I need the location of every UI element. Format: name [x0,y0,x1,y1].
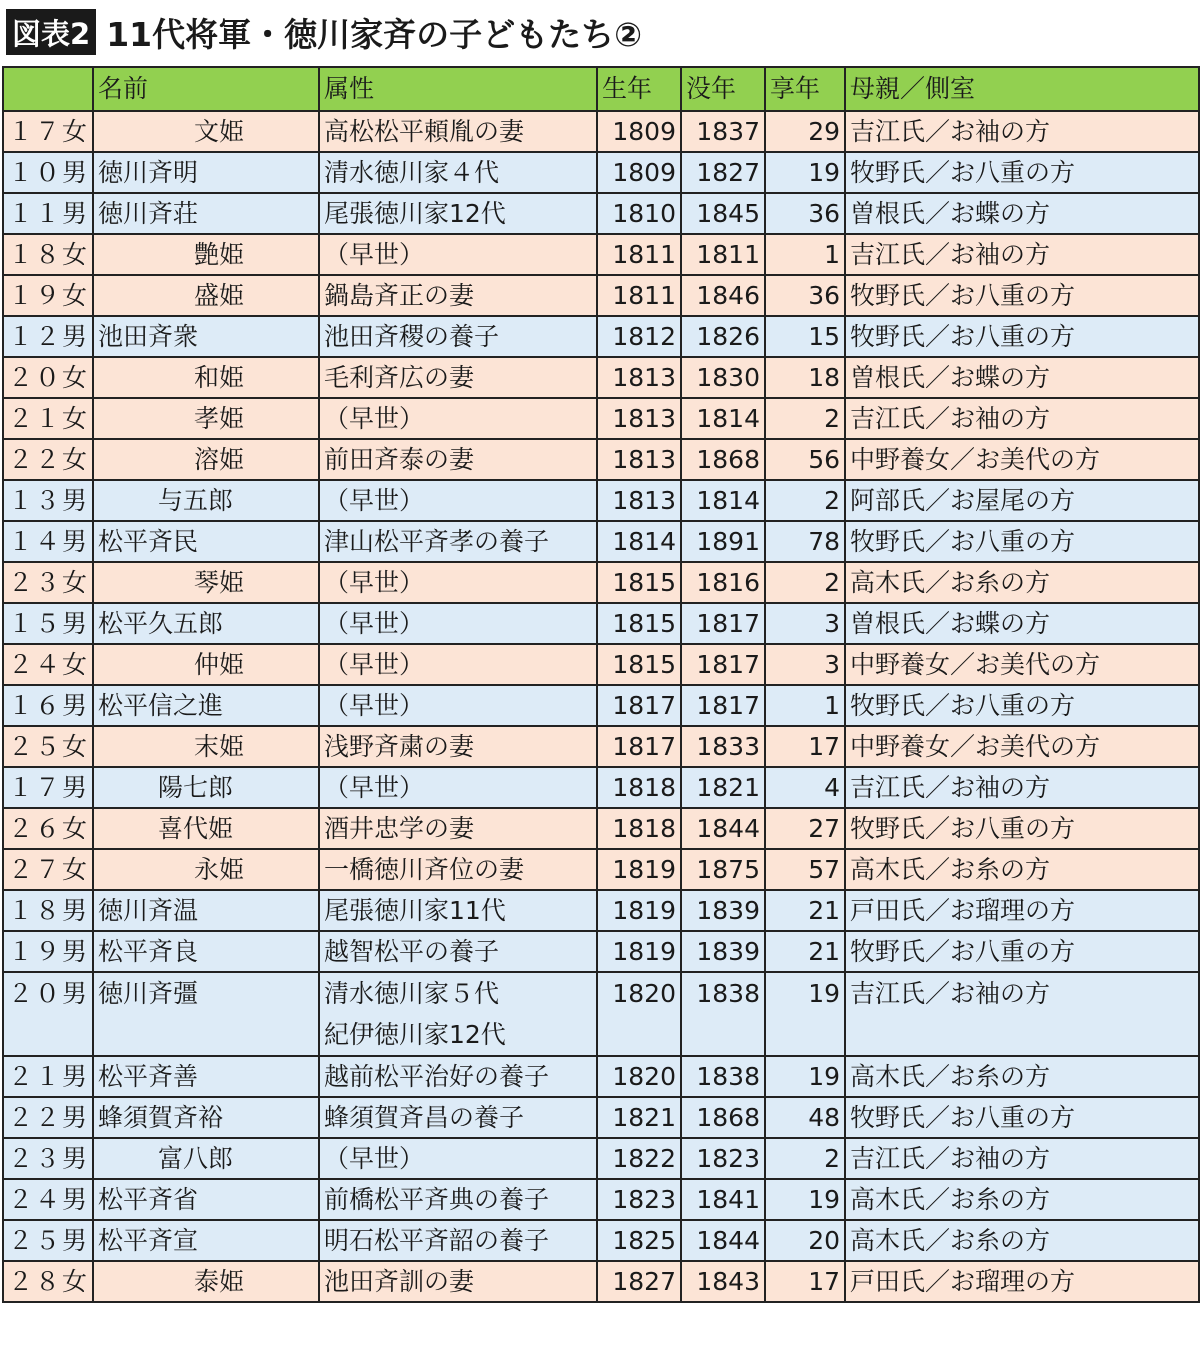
death-year-cell: 1823 [681,1138,765,1179]
mother-cell: 曽根氏／お蝶の方 [845,357,1199,398]
birth-year-cell: 1825 [597,1220,681,1261]
child-name-cell: 松平久五郎 [93,603,319,644]
age-at-death-cell: 2 [765,562,845,603]
table-header-row [3,67,1199,111]
table-row [3,480,1199,521]
child-number-cell: ２５女 [3,726,93,767]
birth-year-cell: 1817 [597,726,681,767]
age-at-death-cell: 2 [765,1138,845,1179]
birth-year-cell: 1818 [597,767,681,808]
mother-cell: 中野養女／お美代の方 [845,726,1199,767]
child-number-cell: ２０女 [3,357,93,398]
attribute-line: 前田斉泰の妻 [324,445,475,474]
age-at-death-cell: 17 [765,726,845,767]
table-row [3,808,1199,849]
table-row [3,685,1199,726]
death-year-cell: 1838 [681,1056,765,1097]
table-row [3,890,1199,931]
age-at-death-cell: 48 [765,1097,845,1138]
mother-cell: 曽根氏／お蝶の方 [845,603,1199,644]
attribute-line: 前橋松平斉典の養子 [324,1185,550,1214]
birth-year-cell: 1810 [597,193,681,234]
child-name-cell: 徳川斉明 [93,152,319,193]
death-year-cell: 1868 [681,439,765,480]
death-year-cell: 1814 [681,398,765,439]
age-at-death-cell: 56 [765,439,845,480]
age-at-death-cell: 36 [765,193,845,234]
attribute-cell [319,357,597,398]
child-number-cell: １８女 [3,234,93,275]
death-year-cell: 1837 [681,111,765,152]
table-row [3,849,1199,890]
mother-cell: 高木氏／お糸の方 [845,1056,1199,1097]
child-number-cell: ２５男 [3,1220,93,1261]
header-birth-year: 生年 [597,67,681,111]
child-number-cell: １４男 [3,521,93,562]
attribute-cell [319,275,597,316]
child-name-cell: 池田斉衆 [93,316,319,357]
attribute-cell [319,316,597,357]
age-at-death-cell: 1 [765,234,845,275]
child-name-cell: 盛姫 [93,275,319,316]
attribute-cell [319,562,597,603]
mother-cell: 中野養女／お美代の方 [845,439,1199,480]
death-year-cell: 1839 [681,890,765,931]
mother-cell: 高木氏／お糸の方 [845,562,1199,603]
birth-year-cell: 1819 [597,849,681,890]
header-death-year: 没年 [681,67,765,111]
header-mother: 母親／側室 [845,67,1199,111]
attribute-cell [319,767,597,808]
table-row [3,767,1199,808]
child-name-cell: 孝姫 [93,398,319,439]
attribute-line: 津山松平斉孝の養子 [324,527,550,556]
child-number-cell: １２男 [3,316,93,357]
table-row [3,931,1199,972]
children-table [2,66,1200,1303]
attribute-line: 一橋徳川斉位の妻 [324,855,525,884]
child-number-cell: １０男 [3,152,93,193]
header-no [3,67,93,111]
child-number-cell: ２３女 [3,562,93,603]
mother-cell: 吉江氏／お袖の方 [845,1138,1199,1179]
age-at-death-cell: 2 [765,480,845,521]
table-row [3,644,1199,685]
attribute-cell [319,1056,597,1097]
mother-cell: 牧野氏／お八重の方 [845,1097,1199,1138]
attribute-line: 浅野斉粛の妻 [324,732,475,761]
birth-year-cell: 1827 [597,1261,681,1302]
death-year-cell: 1839 [681,931,765,972]
death-year-cell: 1821 [681,767,765,808]
age-at-death-cell: 57 [765,849,845,890]
attribute-line: （早世） [324,1144,425,1173]
attribute-cell [319,685,597,726]
attribute-line: 清水徳川家４代 [324,158,500,187]
attribute-cell [319,152,597,193]
table-row [3,1220,1199,1261]
attribute-line: 鍋島斉正の妻 [324,281,475,310]
child-name-cell: 喜代姫 [93,808,319,849]
birth-year-cell: 1822 [597,1138,681,1179]
attribute-line: （早世） [324,404,425,433]
attribute-cell [319,1097,597,1138]
child-number-cell: ２７女 [3,849,93,890]
table-row [3,357,1199,398]
attribute-line: 越智松平の養子 [324,937,500,966]
death-year-cell: 1817 [681,603,765,644]
age-at-death-cell: 27 [765,808,845,849]
birth-year-cell: 1819 [597,931,681,972]
attribute-cell [319,1179,597,1220]
child-number-cell: １９女 [3,275,93,316]
attribute-line: （早世） [324,568,425,597]
table-row [3,234,1199,275]
child-number-cell: １６男 [3,685,93,726]
attribute-line: 清水徳川家５代 [324,979,500,1008]
attribute-cell [319,1220,597,1261]
mother-cell: 吉江氏／お袖の方 [845,972,1199,1056]
child-name-cell: 与五郎 [93,480,319,521]
mother-cell: 阿部氏／お屋尾の方 [845,480,1199,521]
child-name-cell: 松平斉善 [93,1056,319,1097]
mother-cell: 曽根氏／お蝶の方 [845,193,1199,234]
child-number-cell: ２１男 [3,1056,93,1097]
child-name-cell: 松平斉省 [93,1179,319,1220]
birth-year-cell: 1823 [597,1179,681,1220]
mother-cell: 高木氏／お糸の方 [845,849,1199,890]
child-name-cell: 松平斉宣 [93,1220,319,1261]
attribute-cell [319,111,597,152]
death-year-cell: 1816 [681,562,765,603]
attribute-line: （早世） [324,486,425,515]
child-name-cell: 永姫 [93,849,319,890]
birth-year-cell: 1813 [597,398,681,439]
birth-year-cell: 1809 [597,111,681,152]
mother-cell: 吉江氏／お袖の方 [845,234,1199,275]
age-at-death-cell: 36 [765,275,845,316]
attribute-line: 明石松平斉韶の養子 [324,1226,550,1255]
child-name-cell: 蜂須賀斉裕 [93,1097,319,1138]
child-number-cell: １９男 [3,931,93,972]
attribute-cell [319,1138,597,1179]
birth-year-cell: 1813 [597,480,681,521]
child-number-cell: １１男 [3,193,93,234]
birth-year-cell: 1809 [597,152,681,193]
attribute-line: 池田斉稷の養子 [324,322,500,351]
table-row [3,521,1199,562]
child-name-cell: 徳川斉温 [93,890,319,931]
child-number-cell: １８男 [3,890,93,931]
age-at-death-cell: 2 [765,398,845,439]
death-year-cell: 1817 [681,685,765,726]
table-row [3,316,1199,357]
age-at-death-cell: 3 [765,603,845,644]
child-name-cell: 艶姫 [93,234,319,275]
header-name: 名前 [93,67,319,111]
table-row [3,439,1199,480]
death-year-cell: 1868 [681,1097,765,1138]
figure-badge: 図表2 [6,9,96,55]
attribute-cell [319,1261,597,1302]
death-year-cell: 1827 [681,152,765,193]
attribute-line: 越前松平治好の養子 [324,1062,550,1091]
death-year-cell: 1838 [681,972,765,1056]
table-row [3,193,1199,234]
child-name-cell: 琴姫 [93,562,319,603]
death-year-cell: 1833 [681,726,765,767]
attribute-cell [319,644,597,685]
attribute-line: 紀伊徳川家12代 [324,1020,506,1049]
birth-year-cell: 1818 [597,808,681,849]
age-at-death-cell: 3 [765,644,845,685]
child-number-cell: １７男 [3,767,93,808]
attribute-cell [319,521,597,562]
child-name-cell: 松平信之進 [93,685,319,726]
attribute-cell [319,849,597,890]
mother-cell: 牧野氏／お八重の方 [845,152,1199,193]
mother-cell: 牧野氏／お八重の方 [845,808,1199,849]
death-year-cell: 1875 [681,849,765,890]
mother-cell: 吉江氏／お袖の方 [845,767,1199,808]
age-at-death-cell: 17 [765,1261,845,1302]
attribute-line: （早世） [324,240,425,269]
table-row [3,1261,1199,1302]
child-number-cell: ２０男 [3,972,93,1056]
child-number-cell: １５男 [3,603,93,644]
attribute-cell [319,808,597,849]
birth-year-cell: 1819 [597,890,681,931]
death-year-cell: 1844 [681,808,765,849]
mother-cell: 中野養女／お美代の方 [845,644,1199,685]
attribute-cell [319,726,597,767]
birth-year-cell: 1820 [597,972,681,1056]
birth-year-cell: 1815 [597,562,681,603]
table-row [3,972,1199,1056]
death-year-cell: 1843 [681,1261,765,1302]
birth-year-cell: 1813 [597,357,681,398]
death-year-cell: 1826 [681,316,765,357]
attribute-line: 尾張徳川家11代 [324,896,506,925]
mother-cell: 牧野氏／お八重の方 [845,931,1199,972]
age-at-death-cell: 19 [765,152,845,193]
age-at-death-cell: 20 [765,1220,845,1261]
birth-year-cell: 1811 [597,275,681,316]
attribute-line: 酒井忠学の妻 [324,814,475,843]
attribute-cell [319,480,597,521]
age-at-death-cell: 1 [765,685,845,726]
child-name-cell: 文姫 [93,111,319,152]
mother-cell: 高木氏／お糸の方 [845,1220,1199,1261]
child-name-cell: 徳川斉彊 [93,972,319,1056]
attribute-line: 蜂須賀斉昌の養子 [324,1103,525,1132]
birth-year-cell: 1815 [597,603,681,644]
table-row [3,1097,1199,1138]
age-at-death-cell: 4 [765,767,845,808]
table-row [3,152,1199,193]
table-row [3,275,1199,316]
death-year-cell: 1891 [681,521,765,562]
age-at-death-cell: 21 [765,931,845,972]
child-name-cell: 徳川斉荘 [93,193,319,234]
attribute-cell [319,603,597,644]
mother-cell: 牧野氏／お八重の方 [845,316,1199,357]
birth-year-cell: 1814 [597,521,681,562]
birth-year-cell: 1817 [597,685,681,726]
age-at-death-cell: 29 [765,111,845,152]
attribute-line: 尾張徳川家12代 [324,199,506,228]
attribute-line: （早世） [324,609,425,638]
death-year-cell: 1846 [681,275,765,316]
child-number-cell: ２２女 [3,439,93,480]
child-name-cell: 泰姫 [93,1261,319,1302]
mother-cell: 戸田氏／お瑠理の方 [845,1261,1199,1302]
table-row [3,1179,1199,1220]
child-number-cell: １７女 [3,111,93,152]
child-number-cell: ２４男 [3,1179,93,1220]
table-body [3,111,1199,1302]
death-year-cell: 1811 [681,234,765,275]
attribute-cell [319,234,597,275]
table-row [3,603,1199,644]
child-number-cell: １３男 [3,480,93,521]
mother-cell: 牧野氏／お八重の方 [845,521,1199,562]
table-row [3,1138,1199,1179]
birth-year-cell: 1815 [597,644,681,685]
death-year-cell: 1830 [681,357,765,398]
age-at-death-cell: 15 [765,316,845,357]
age-at-death-cell: 78 [765,521,845,562]
mother-cell: 戸田氏／お瑠理の方 [845,890,1199,931]
death-year-cell: 1844 [681,1220,765,1261]
attribute-line: （早世） [324,691,425,720]
birth-year-cell: 1813 [597,439,681,480]
age-at-death-cell: 19 [765,1179,845,1220]
child-number-cell: ２１女 [3,398,93,439]
header-attribute: 属性 [319,67,597,111]
child-number-cell: ２８女 [3,1261,93,1302]
child-name-cell: 溶姫 [93,439,319,480]
title-bar [0,0,1200,64]
table-row [3,562,1199,603]
attribute-line: 高松松平頼胤の妻 [324,117,525,146]
attribute-line: （早世） [324,650,425,679]
death-year-cell: 1817 [681,644,765,685]
child-name-cell: 仲姫 [93,644,319,685]
mother-cell: 牧野氏／お八重の方 [845,685,1199,726]
mother-cell: 吉江氏／お袖の方 [845,111,1199,152]
header-age: 享年 [765,67,845,111]
mother-cell: 吉江氏／お袖の方 [845,398,1199,439]
table-row [3,726,1199,767]
child-name-cell: 松平斉良 [93,931,319,972]
child-name-cell: 和姫 [93,357,319,398]
page-title: 11代将軍・徳川家斉の子どもたち② [106,14,643,54]
death-year-cell: 1845 [681,193,765,234]
child-number-cell: ２６女 [3,808,93,849]
table-row [3,1056,1199,1097]
child-name-cell: 富八郎 [93,1138,319,1179]
child-name-cell: 陽七郎 [93,767,319,808]
table-row [3,398,1199,439]
attribute-line: 池田斉訓の妻 [324,1267,475,1296]
attribute-line: 毛利斉広の妻 [324,363,475,392]
death-year-cell: 1814 [681,480,765,521]
attribute-cell [319,931,597,972]
birth-year-cell: 1812 [597,316,681,357]
attribute-cell [319,398,597,439]
attribute-cell [319,890,597,931]
child-number-cell: ２４女 [3,644,93,685]
birth-year-cell: 1820 [597,1056,681,1097]
child-number-cell: ２３男 [3,1138,93,1179]
age-at-death-cell: 18 [765,357,845,398]
attribute-cell [319,193,597,234]
mother-cell: 牧野氏／お八重の方 [845,275,1199,316]
attribute-cell [319,439,597,480]
mother-cell: 高木氏／お糸の方 [845,1179,1199,1220]
attribute-line: （早世） [324,773,425,802]
death-year-cell: 1841 [681,1179,765,1220]
attribute-cell [319,972,597,1056]
child-name-cell: 松平斉民 [93,521,319,562]
child-number-cell: ２２男 [3,1097,93,1138]
age-at-death-cell: 21 [765,890,845,931]
birth-year-cell: 1821 [597,1097,681,1138]
age-at-death-cell: 19 [765,1056,845,1097]
child-name-cell: 末姫 [93,726,319,767]
age-at-death-cell: 19 [765,972,845,1056]
birth-year-cell: 1811 [597,234,681,275]
table-row [3,111,1199,152]
